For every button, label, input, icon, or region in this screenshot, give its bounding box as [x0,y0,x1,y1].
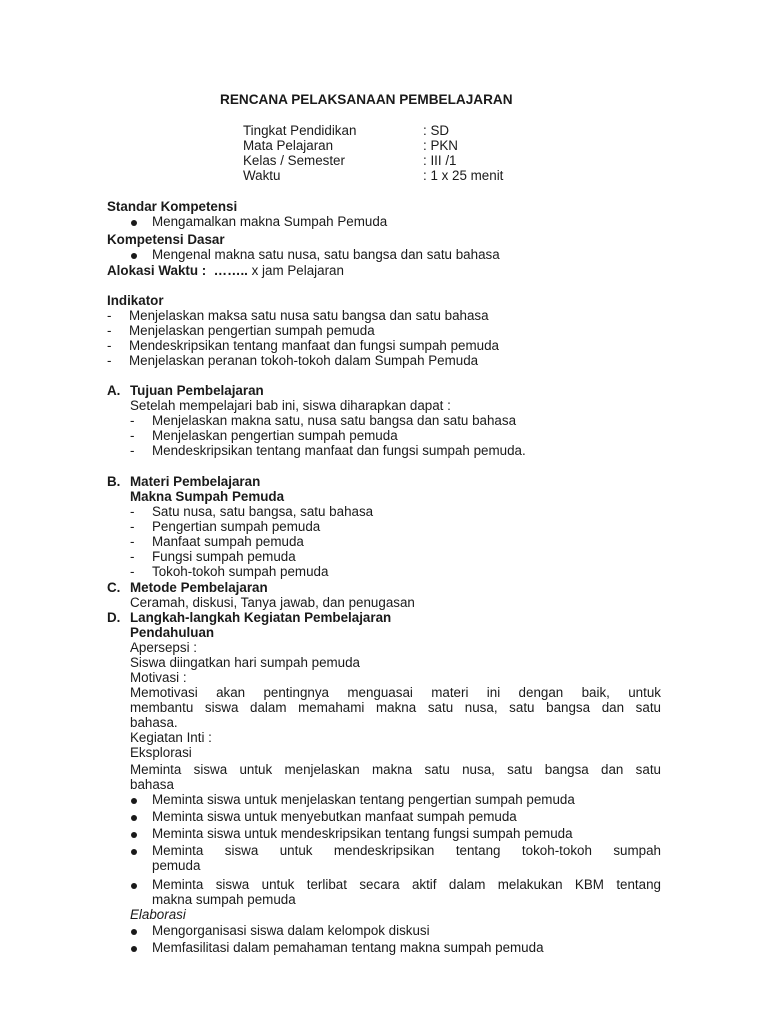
section-d-heading: Langkah-langkah Kegiatan Pembelajaran [130,610,392,625]
eksplorasi-label: Eksplorasi [130,745,192,760]
indikator-item: Menjelaskan peranan tokoh-tokoh dalam Sumpah Pemuda [129,353,479,368]
dash-icon: - [130,413,135,428]
materi-item: Satu nusa, satu bangsa, satu bahasa [152,504,374,519]
dash-icon: - [107,308,112,323]
dash-icon: - [107,338,112,353]
motivasi-line: bahasa. [130,715,178,730]
apersepsi-text: Siswa diingatkan hari sumpah pemuda [130,655,361,670]
eksplorasi-line: Meminta siswa untuk menjelaskan makna satu nusa, satu bangsa dan satu [130,762,661,777]
alokasi-waktu-label: Alokasi Waktu : [107,263,207,278]
kompetensi-dasar-item: Mengenal makna satu nusa, satu bangsa dan satu bahasa [152,247,500,262]
section-b-letter: B. [107,474,121,489]
eksplorasi-item: Meminta siswa untuk menyebutkan manfaat sumpah pemuda [152,809,517,824]
indikator-heading: Indikator [107,293,164,308]
dash-icon: - [130,534,135,549]
dash-icon: - [107,353,112,368]
bullet-icon [131,220,137,226]
section-a-heading: Tujuan Pembelajaran [130,383,264,398]
standar-kompetensi-item: Mengamalkan makna Sumpah Pemuda [152,214,388,229]
bullet-icon [131,849,137,855]
tujuan-item: Mendeskripsikan tentang manfaat dan fungsi sumpah pemuda. [152,443,526,458]
dash-icon: - [130,519,135,534]
alokasi-waktu [107,263,344,278]
apersepsi-label: Apersepsi : [130,640,197,655]
identity-value: : SD [423,123,450,138]
section-d-subheading: Pendahuluan [130,625,215,640]
identity-value: : III /1 [423,153,457,168]
indikator-item: Menjelaskan maksa satu nusa satu bangsa dan satu bahasa [129,308,489,323]
materi-item: Fungsi sumpah pemuda [152,549,296,564]
standar-kompetensi-heading: Standar Kompetensi [107,199,238,214]
tujuan-item: Menjelaskan makna satu, nusa satu bangsa dan satu bahasa [152,413,517,428]
eksplorasi-item-cont: makna sumpah pemuda [152,892,296,907]
bullet-icon [131,883,137,889]
section-a-intro: Setelah mempelajari bab ini, siswa diharapkan dapat : [130,398,451,413]
eksplorasi-item: Meminta siswa untuk terlibat secara aktif dalam melakukan KBM tentang [152,877,661,892]
motivasi-line: membantu siswa dalam memahami makna satu nusa, satu bangsa dan satu [130,700,661,715]
identity-label: Kelas / Semester [243,153,345,168]
elaborasi-item: Memfasilitasi dalam pemahaman tentang makna sumpah pemuda [152,940,544,955]
kompetensi-dasar-heading: Kompetensi Dasar [107,232,225,247]
dash-icon: - [130,443,135,458]
identity-label: Waktu [243,168,281,183]
section-c-letter: C. [107,580,121,595]
alokasi-waktu-dots: …….. [213,263,248,278]
motivasi-label: Motivasi : [130,670,187,685]
bullet-icon [131,946,137,952]
identity-value: : PKN [423,138,458,153]
eksplorasi-item: Meminta siswa untuk mendeskripsikan tentang tokoh-tokoh sumpah [152,843,661,858]
dash-icon: - [130,428,135,443]
dash-icon: - [107,323,112,338]
indikator-item: Menjelaskan pengertian sumpah pemuda [129,323,375,338]
elaborasi-label: Elaborasi [130,907,186,922]
alokasi-waktu-value: x jam Pelajaran [251,263,344,278]
dash-icon: - [130,549,135,564]
tujuan-item: Menjelaskan pengertian sumpah pemuda [152,428,398,443]
eksplorasi-item: Meminta siswa untuk mendeskripsikan tentang fungsi sumpah pemuda [152,826,573,841]
section-a-letter: A. [107,383,121,398]
identity-label: Tingkat Pendidikan [243,123,357,138]
bullet-icon [131,832,137,838]
section-c-text: Ceramah, diskusi, Tanya jawab, dan penugasan [130,595,415,610]
identity-label: Mata Pelajaran [243,138,334,153]
section-b-heading: Materi Pembelajaran [130,474,261,489]
section-d-letter: D. [107,610,121,625]
eksplorasi-item: Meminta siswa untuk menjelaskan tentang pengertian sumpah pemuda [152,792,575,807]
bullet-icon [131,253,137,259]
indikator-item: Mendeskripsikan tentang manfaat dan fungsi sumpah pemuda [129,338,499,353]
bullet-icon [131,798,137,804]
materi-item: Manfaat sumpah pemuda [152,534,304,549]
kegiatan-inti-label: Kegiatan Inti : [130,730,212,745]
materi-item: Tokoh-tokoh sumpah pemuda [152,564,329,579]
identity-value: : 1 x 25 menit [423,168,504,183]
eksplorasi-item-cont: pemuda [152,858,201,873]
elaborasi-item: Mengorganisasi siswa dalam kelompok diskusi [152,923,430,938]
bullet-icon [131,929,137,935]
document-title: RENCANA PELAKSANAAN PEMBELAJARAN [220,92,513,107]
section-b-subheading: Makna Sumpah Pemuda [130,489,285,504]
section-c-heading: Metode Pembelajaran [130,580,268,595]
bullet-icon [131,815,137,821]
dash-icon: - [130,564,135,579]
motivasi-line: Memotivasi akan pentingnya menguasai materi ini dengan baik, untuk [130,685,661,700]
materi-item: Pengertian sumpah pemuda [152,519,321,534]
eksplorasi-line: bahasa [130,777,174,792]
dash-icon: - [130,504,135,519]
